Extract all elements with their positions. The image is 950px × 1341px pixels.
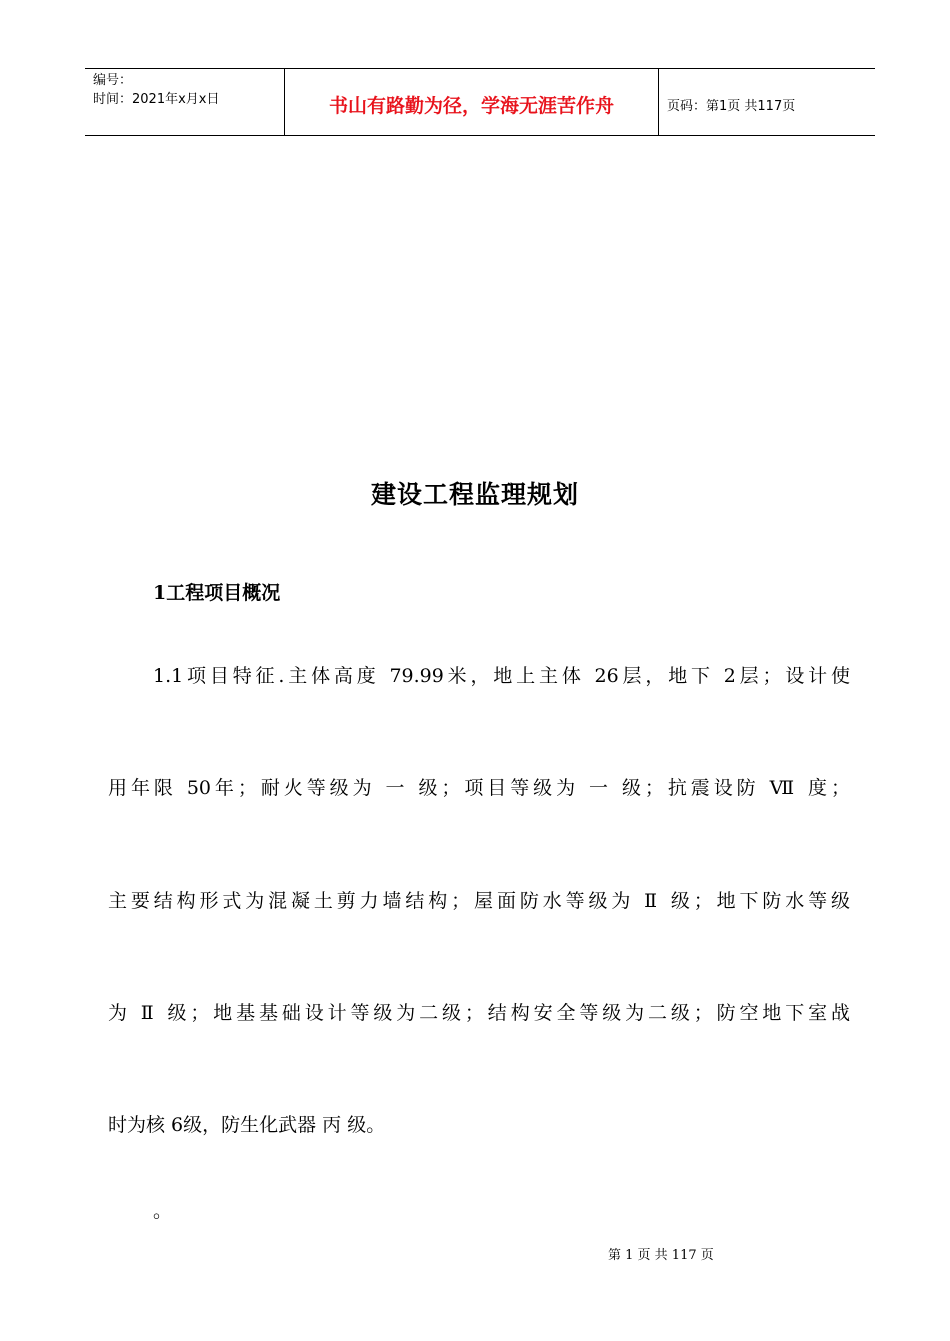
header-motto: 书山有路勤为径，学海无涯苦作舟 <box>285 69 659 135</box>
paragraph-line: 1.1项目特征.主体高度 79.99米，地上主体 26层，地下 2层；设计使 <box>153 665 850 687</box>
paragraph-line: 为 Ⅱ 级；地基基础设计等级为二级；结构安全等级为二级；防空地下室战 <box>108 1002 850 1024</box>
section-heading: 1工程项目概况 <box>153 582 281 604</box>
page-header <box>85 68 875 136</box>
document-title: 建设工程监理规划 <box>370 480 579 509</box>
header-page-label: 页码：第1页 共117页 <box>667 98 796 114</box>
header-meta-cell <box>85 69 285 135</box>
page-footer: 第 1 页 共 117 页 <box>608 1248 714 1263</box>
paragraph-line: 时为核 6级，防生化武器 丙 级。 <box>108 1114 386 1136</box>
paragraph-line: 用年限 50年；耐火等级为 一 级；项目等级为 一 级；抗震设防 Ⅶ 度； <box>108 777 850 799</box>
trailing-mark: 。 <box>153 1200 173 1222</box>
paragraph-line: 主要结构形式为混凝土剪力墙结构；屋面防水等级为 Ⅱ 级；地下防水等级 <box>108 890 850 912</box>
document-time-label: 时间：2021年x月x日 <box>93 92 220 107</box>
document-number-label: 编号： <box>93 73 133 88</box>
